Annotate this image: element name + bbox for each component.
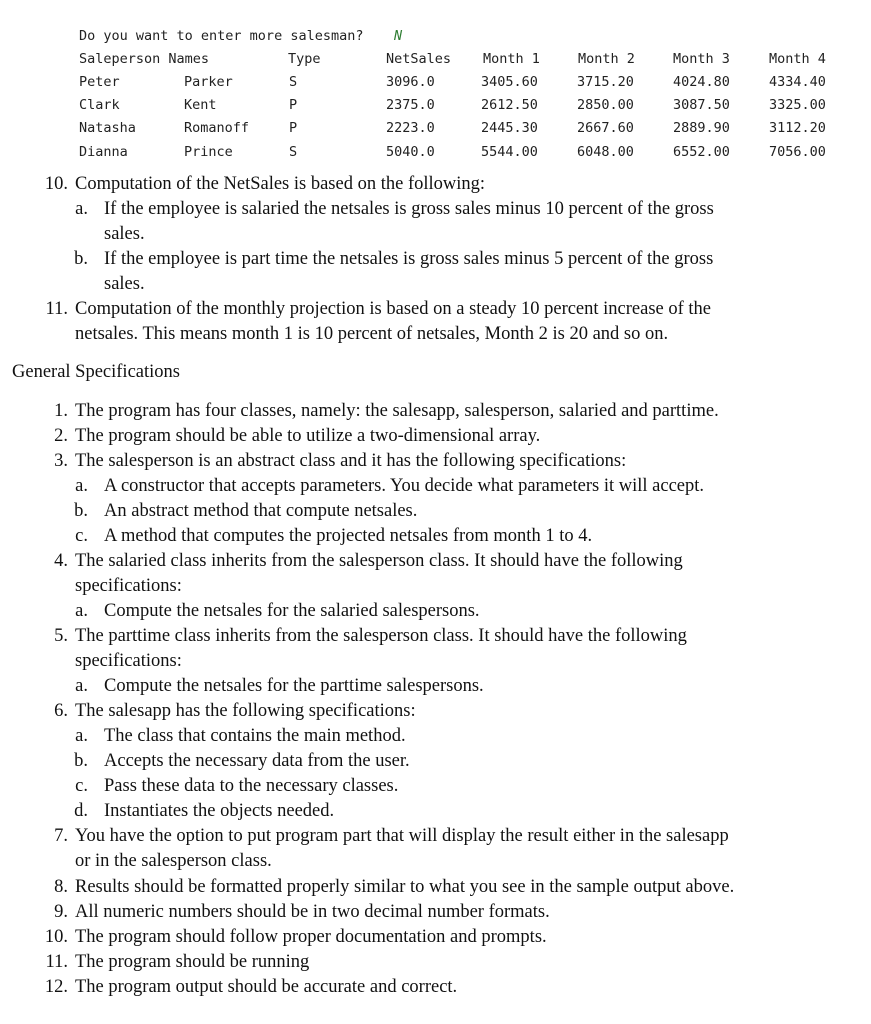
item-letter: b. [74, 249, 88, 269]
table-row [0, 144, 871, 164]
last-name: Prince [184, 144, 233, 160]
item-text: The program has four classes, namely: the salesapp, salesperson, salaried and parttime. [75, 401, 719, 421]
item-text: The parttime class inherits from the salesperson class. It should have the following [75, 626, 687, 646]
item-text: or in the salesperson class. [75, 851, 272, 871]
item-number: 7. [54, 826, 68, 846]
item-letter: a. [75, 676, 88, 696]
first-name: Natasha [79, 120, 136, 136]
last-name: Romanoff [184, 120, 250, 136]
prompt-line [0, 28, 871, 48]
item-number: 6. [54, 701, 68, 721]
item-number: 10. [44, 927, 68, 947]
item-text: Pass these data to the necessary classes. [104, 776, 399, 796]
type-cell: P [289, 120, 298, 136]
table-row [0, 74, 871, 94]
item-number: 12. [44, 977, 68, 997]
item-number: 3. [54, 451, 68, 471]
item-text: An abstract method that compute netsales. [104, 501, 418, 521]
item-text: The class that contains the main method. [104, 726, 406, 746]
type-cell: P [289, 97, 298, 113]
month2-cell: 2850.00 [577, 97, 634, 113]
month1-cell: 2612.50 [481, 97, 538, 113]
month3-cell: 4024.80 [673, 74, 730, 90]
item-number: 9. [54, 902, 68, 922]
table-row [0, 97, 871, 117]
month4-cell: 3325.00 [769, 97, 826, 113]
month1-cell: 2445.30 [481, 120, 538, 136]
item-text: Results should be formatted properly similar to what you see in the sample output above. [75, 877, 735, 897]
item-text: The program should be able to utilize a two-dimensional array. [75, 426, 541, 446]
first-name: Dianna [79, 144, 128, 160]
month1-cell: 3405.60 [481, 74, 538, 90]
month2-cell: 3715.20 [577, 74, 634, 90]
item-text: The program output should be accurate and correct. [75, 977, 458, 997]
item-number: 1. [54, 401, 68, 421]
item-letter: a. [75, 199, 88, 219]
item-text: All numeric numbers should be in two decimal number formats. [75, 902, 550, 922]
header-names: Saleperson Names [79, 51, 210, 67]
item-text: Computation of the NetSales is based on the following: [75, 174, 486, 194]
item-text: The salesperson is an abstract class and it has the following specifications: [75, 451, 627, 471]
header-type: Type [288, 51, 321, 67]
month3-cell: 2889.90 [673, 120, 730, 136]
month4-cell: 7056.00 [769, 144, 826, 160]
last-name: Parker [184, 74, 233, 90]
item-text: sales. [104, 274, 145, 294]
netsales-cell: 2375.0 [386, 97, 435, 113]
item-number: 10. [44, 174, 68, 194]
header-month1: Month 1 [483, 51, 540, 67]
last-name: Kent [184, 97, 217, 113]
item-letter: d. [74, 801, 88, 821]
item-text: specifications: [75, 576, 182, 596]
item-text: Accepts the necessary data from the user. [104, 751, 410, 771]
item-text: If the employee is part time the netsales is gross sales minus 5 percent of the gross [104, 249, 714, 269]
table-header [0, 51, 871, 71]
item-text: sales. [104, 224, 145, 244]
item-letter: b. [74, 501, 88, 521]
netsales-cell: 5040.0 [386, 144, 435, 160]
item-text: Instantiates the objects needed. [104, 801, 335, 821]
month4-cell: 4334.40 [769, 74, 826, 90]
netsales-cell: 2223.0 [386, 120, 435, 136]
month3-cell: 6552.00 [673, 144, 730, 160]
item-text: The salaried class inherits from the salesperson class. It should have the following [75, 551, 683, 571]
item-text: A method that computes the projected netsales from month 1 to 4. [104, 526, 593, 546]
month3-cell: 3087.50 [673, 97, 730, 113]
item-number: 11. [45, 952, 68, 972]
item-text: Computation of the monthly projection is based on a steady 10 percent increase of the [75, 299, 712, 319]
item-text: The program should follow proper documentation and prompts. [75, 927, 547, 947]
month2-cell: 2667.60 [577, 120, 634, 136]
table-row [0, 120, 871, 140]
item-text: specifications: [75, 651, 182, 671]
type-cell: S [289, 144, 298, 160]
item-letter: c. [75, 776, 88, 796]
item-text: The program should be running [75, 952, 310, 972]
month1-cell: 5544.00 [481, 144, 538, 160]
item-letter: c. [75, 526, 88, 546]
item-text: A constructor that accepts parameters. You decide what parameters it will accept. [104, 476, 705, 496]
item-text: If the employee is salaried the netsales is gross sales minus 10 percent of the gross [104, 199, 714, 219]
console-output [0, 0, 871, 172]
netsales-cell: 3096.0 [386, 74, 435, 90]
prompt-text: Do you want to enter more salesman? [79, 28, 364, 44]
heading-text: General Specifications [12, 362, 180, 382]
item-text: You have the option to put program part that will display the result either in the salesapp [75, 826, 729, 846]
header-month3: Month 3 [673, 51, 730, 67]
item-text: The salesapp has the following specifications: [75, 701, 416, 721]
month4-cell: 3112.20 [769, 120, 826, 136]
item-number: 2. [54, 426, 68, 446]
item-number: 11. [45, 299, 68, 319]
month2-cell: 6048.00 [577, 144, 634, 160]
item-letter: a. [75, 476, 88, 496]
first-name: Clark [79, 97, 120, 113]
item-letter: a. [75, 726, 88, 746]
header-netsales: NetSales [386, 51, 452, 67]
item-text: Compute the netsales for the salaried salespersons. [104, 601, 480, 621]
type-cell: S [289, 74, 298, 90]
item-letter: a. [75, 601, 88, 621]
item-number: 5. [54, 626, 68, 646]
item-text: netsales. This means month 1 is 10 percent of netsales, Month 2 is 20 and so on. [75, 324, 669, 344]
item-text: Compute the netsales for the parttime salespersons. [104, 676, 484, 696]
item-number: 8. [54, 877, 68, 897]
item-letter: b. [74, 751, 88, 771]
header-month4: Month 4 [769, 51, 826, 67]
prompt-answer: N [394, 28, 403, 44]
item-number: 4. [54, 551, 68, 571]
first-name: Peter [79, 74, 120, 90]
header-month2: Month 2 [578, 51, 635, 67]
